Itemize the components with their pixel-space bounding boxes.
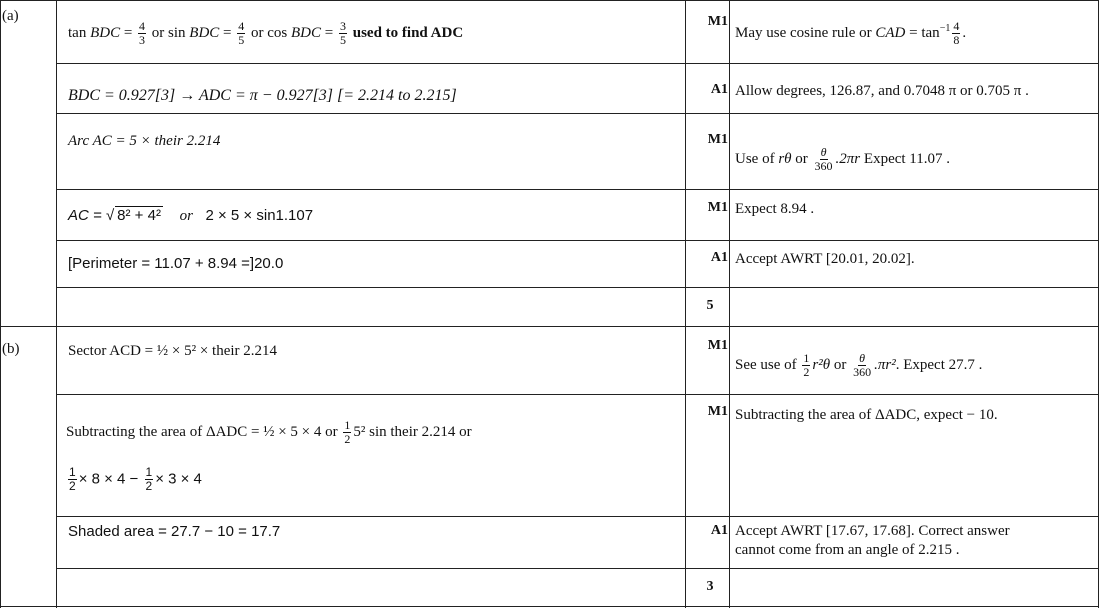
method-b2-line2: $\frac{1}{2}$ × 8 × 4 − $\frac{1}{2}$ × 3 × 4 [69,465,202,493]
row-line [0,0,1099,1]
row-line [56,516,1099,517]
note-a2: Allow degrees, 126.87, and 0.7048 π or 0.705 π . [735,83,1029,99]
mark-b2: M1 [707,404,728,419]
mark-b3: A1 [710,523,728,538]
mark-b1: M1 [707,338,728,353]
method-b3: Shaded area = 27.7 − 10 = 17.7 [68,523,281,540]
note-a3: Use of rθ or $\frac{\theta}{360}$ .2πr Expect 11.07 . [735,145,950,173]
part-label-a: (a) [2,8,19,24]
note-b3-line1: Accept AWRT [17.67, 17.68]. Correct answer [735,523,1010,539]
note-a5: Accept AWRT [20.01, 20.02]. [735,251,915,267]
row-line [0,326,1099,327]
note-b2: Subtracting the area of ΔADC, expect − 10. [735,407,998,423]
row-line [56,113,1099,114]
mark-a2: A1 [710,82,728,97]
note-a4: Expect 8.94 . [735,201,815,217]
total-a: 5 [706,298,714,313]
method-a5: [Perimeter = 11.07 + 8.94 =]20.0 [68,255,284,272]
method-b1: Sector ACD = ½ × 5² × their 2.214 [68,343,278,359]
table-border-left [0,0,1,608]
method-a1: tan BDC = $\frac{4}{3}$ or sin BDC = $\frac{4}{5}$ or cos BDC = $\frac{3}{5}$ used to find ADC [68,19,464,47]
note-b1: See use of $\frac{1}{2}$ r²θ or $\frac{\theta}{360}$ .πr². Expect 27.7 . [735,351,983,379]
total-b: 3 [706,579,714,594]
method-a2: BDC = 0.927[3] → ADC = π − 0.927[3] [= 2.214 to 2.215] [68,87,457,104]
row-line [56,394,1099,395]
row-line [56,568,1099,569]
mark-a4: M1 [707,200,728,215]
note-b3-line2: cannot come from an angle of 2.215 . [735,542,960,558]
row-line [56,63,1099,64]
part-label-b: (b) [2,341,20,357]
note-a1: May use cosine rule or CAD = $\tan^{-1}$ $\frac{4}{8}$ . [735,19,967,48]
row-line [56,240,1099,241]
mark-a3: M1 [707,132,728,147]
row-line [56,287,1099,288]
mark-a5: A1 [710,250,728,265]
method-b2-line1: Subtracting the area of ΔADC = ½ × 5 × 4 or $\frac{1}{2}$ 5² sin their 2.214 or [66,418,472,446]
method-a4: AC = √ 8² + 4² or 2 × 5 × sin1.107 [68,207,314,224]
row-line [56,189,1099,190]
row-line [0,606,1099,607]
method-a3: Arc AC = 5 × their 2.214 [68,133,221,149]
mark-a1: M1 [707,14,728,29]
